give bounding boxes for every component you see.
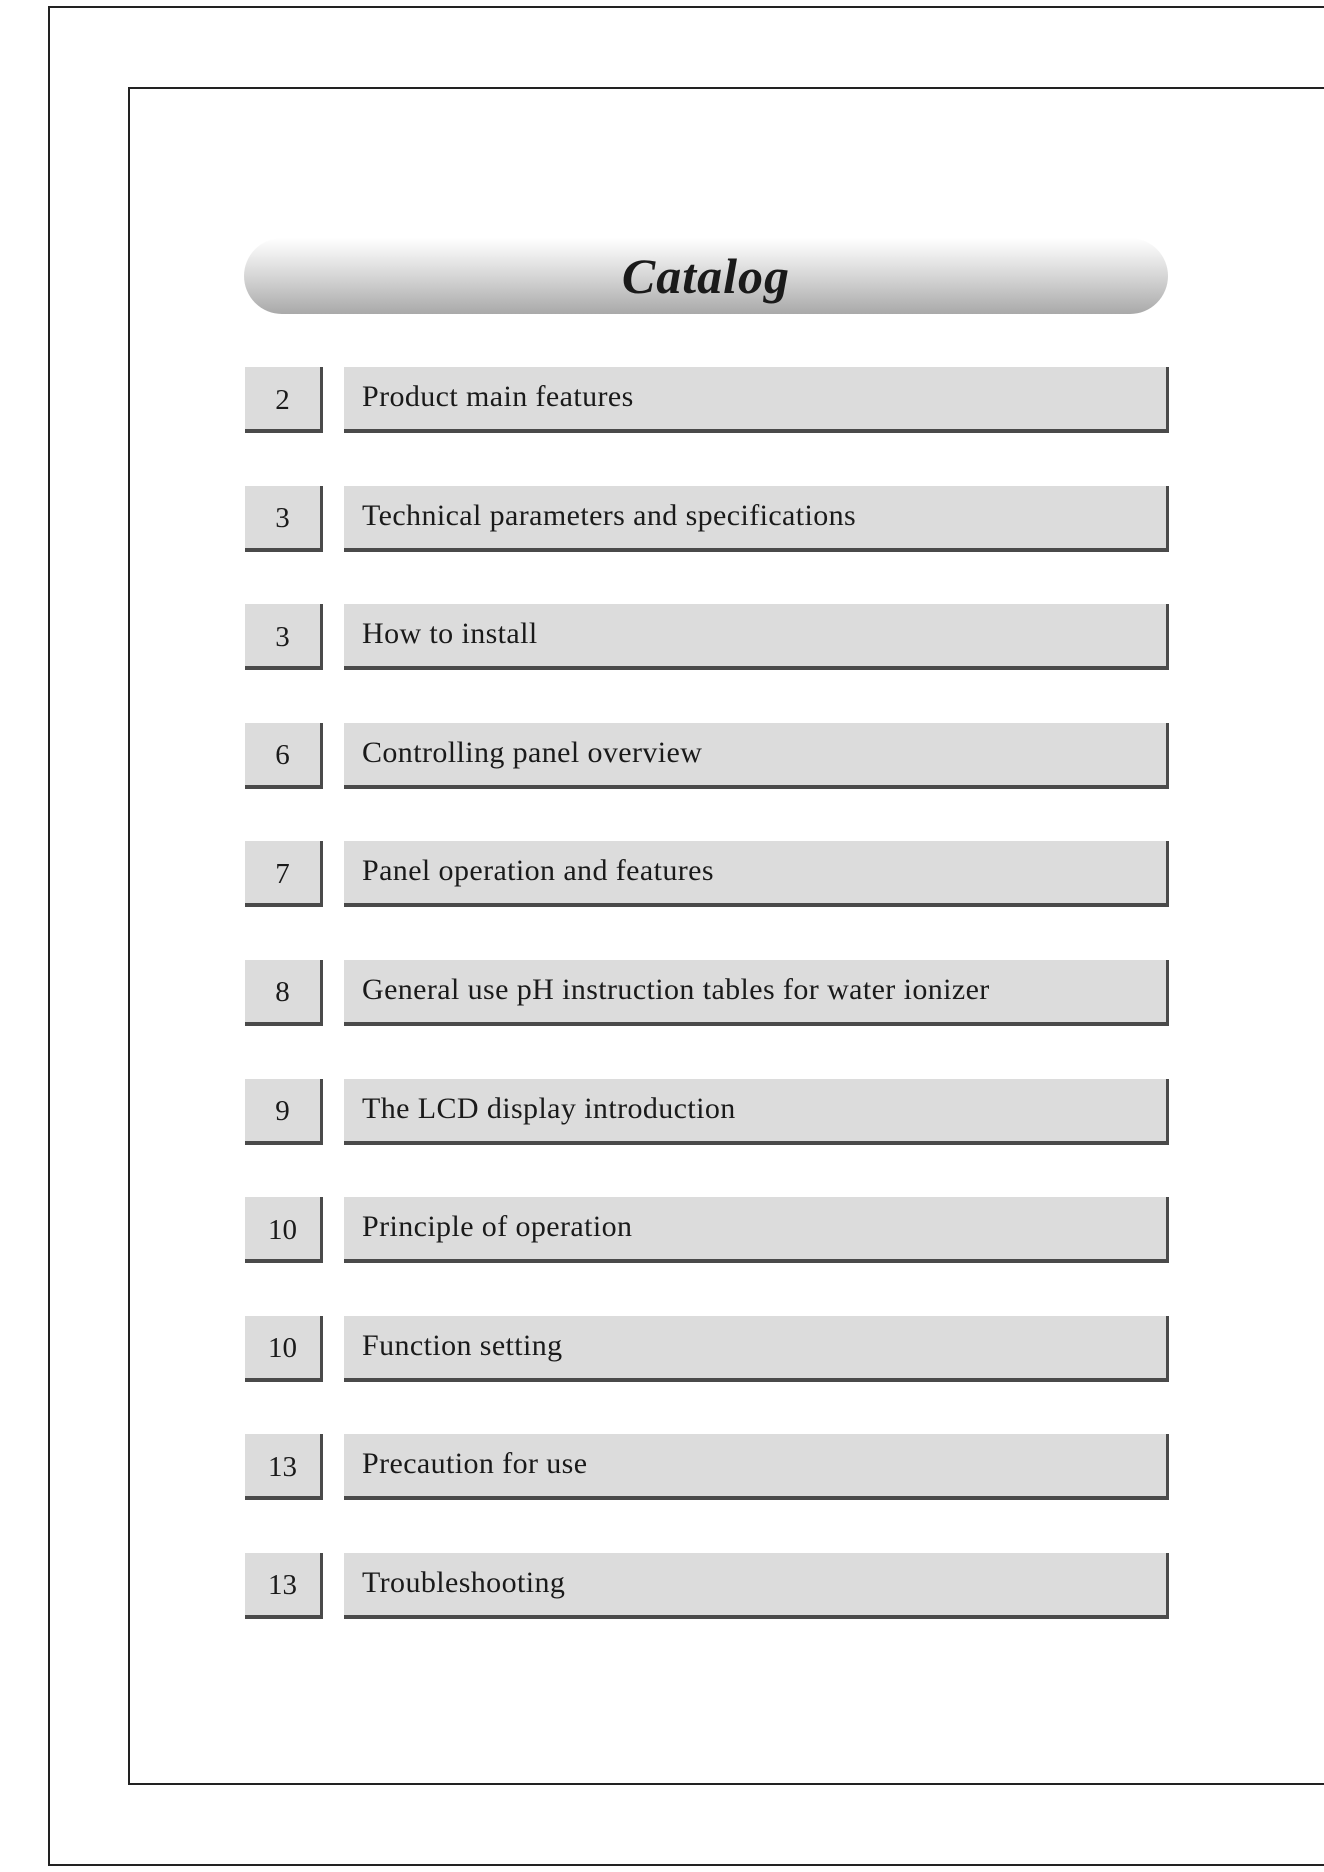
table-of-contents bbox=[245, 367, 1169, 1672]
toc-entry-title: Troubleshooting bbox=[344, 1553, 1169, 1619]
toc-page-number: 2 bbox=[245, 367, 323, 433]
toc-page-number: 3 bbox=[245, 604, 323, 670]
toc-entry-title: Function setting bbox=[344, 1316, 1169, 1382]
toc-entry[interactable] bbox=[245, 1316, 1169, 1382]
toc-entry[interactable] bbox=[245, 1553, 1169, 1619]
toc-page-number: 13 bbox=[245, 1553, 323, 1619]
toc-entry[interactable] bbox=[245, 1197, 1169, 1263]
toc-page-number: 9 bbox=[245, 1079, 323, 1145]
toc-entry-title: Product main features bbox=[344, 367, 1169, 433]
toc-entry-title: How to install bbox=[344, 604, 1169, 670]
toc-page-number: 10 bbox=[245, 1197, 323, 1263]
toc-entry[interactable] bbox=[245, 486, 1169, 552]
toc-page-number: 3 bbox=[245, 486, 323, 552]
toc-entry[interactable] bbox=[245, 841, 1169, 907]
toc-entry-title: The LCD display introduction bbox=[344, 1079, 1169, 1145]
toc-entry-title: Panel operation and features bbox=[344, 841, 1169, 907]
toc-page-number: 6 bbox=[245, 723, 323, 789]
toc-page-number: 7 bbox=[245, 841, 323, 907]
toc-entry[interactable] bbox=[245, 1079, 1169, 1145]
toc-entry[interactable] bbox=[245, 1434, 1169, 1500]
toc-page-number: 10 bbox=[245, 1316, 323, 1382]
catalog-title-banner bbox=[244, 238, 1168, 314]
toc-page-number: 13 bbox=[245, 1434, 323, 1500]
toc-entry[interactable] bbox=[245, 723, 1169, 789]
toc-entry[interactable] bbox=[245, 960, 1169, 1026]
toc-entry-title: Precaution for use bbox=[344, 1434, 1169, 1500]
toc-entry[interactable] bbox=[245, 367, 1169, 433]
toc-entry-title: Technical parameters and specifications bbox=[344, 486, 1169, 552]
toc-entry-title: Controlling panel overview bbox=[344, 723, 1169, 789]
toc-entry-title: General use pH instruction tables for water ionizer bbox=[344, 960, 1169, 1026]
toc-page-number: 8 bbox=[245, 960, 323, 1026]
toc-entry[interactable] bbox=[245, 604, 1169, 670]
page-title: Catalog bbox=[621, 248, 791, 304]
toc-entry-title: Principle of operation bbox=[344, 1197, 1169, 1263]
